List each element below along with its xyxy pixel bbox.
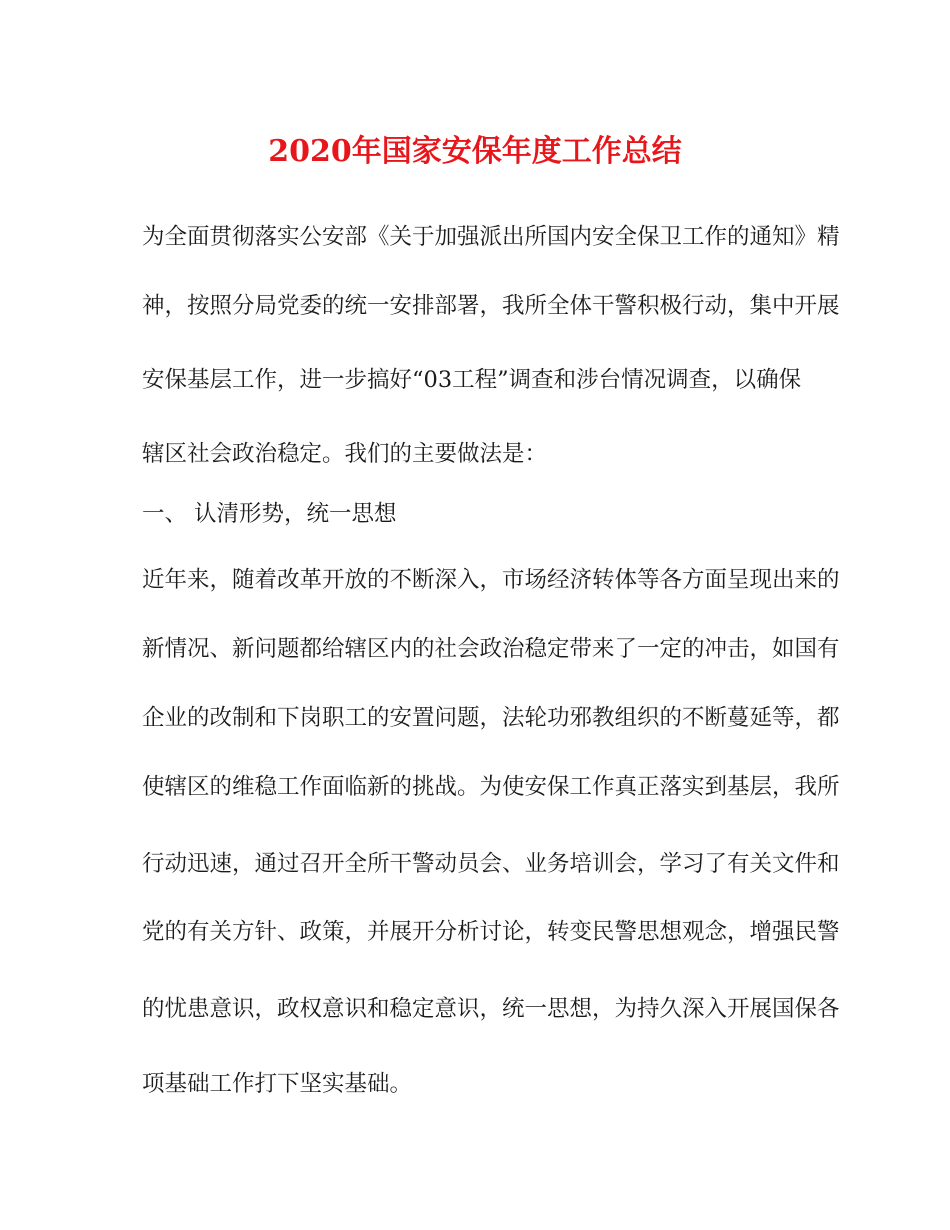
body-line-8: 项基础工作打下坚实基础。 <box>142 1071 413 1097</box>
body-line-2: 新情况、新问题都给辖区内的社会政治稳定带来了一定的冲击，如国有 <box>142 636 840 662</box>
intro-line-3: 安保基层工作，进一步搞好“03工程”调查和涉台情况调查，以确保 <box>142 367 802 393</box>
body-line-6: 党的有关方针、政策，并展开分析讨论，转变民警思想观念，增强民警 <box>142 919 840 945</box>
body-line-5: 行动迅速，通过召开全所干警动员会、业务培训会，学习了有关文件和 <box>142 851 840 877</box>
intro-line-2: 神，按照分局党委的统一安排部署，我所全体干警积极行动，集中开展 <box>142 293 840 319</box>
section-number: 一、 <box>142 501 188 527</box>
body-line-4: 使辖区的维稳工作面临新的挑战。为使安保工作真正落实到基层，我所 <box>142 774 840 800</box>
intro-line-4: 辖区社会政治稳定。我们的主要做法是： <box>142 441 548 467</box>
document-title: 2020年国家安保年度工作总结 <box>268 134 682 169</box>
section-heading <box>142 499 397 529</box>
body-line-3: 企业的改制和下岗职工的安置问题，法轮功邪教组织的不断蔓延等，都 <box>142 705 840 731</box>
section-heading-text: 认清形势，统一思想 <box>194 501 397 527</box>
body-line-1: 近年来，随着改革开放的不断深入，市场经济转体等各方面呈现出来的 <box>142 567 840 593</box>
body-line-7: 的忧患意识，政权意识和稳定意识，统一思想，为持久深入开展国保各 <box>142 996 840 1022</box>
intro-line-1: 为全面贯彻落实公安部《关于加强派出所国内安全保卫工作的通知》精 <box>142 224 840 250</box>
